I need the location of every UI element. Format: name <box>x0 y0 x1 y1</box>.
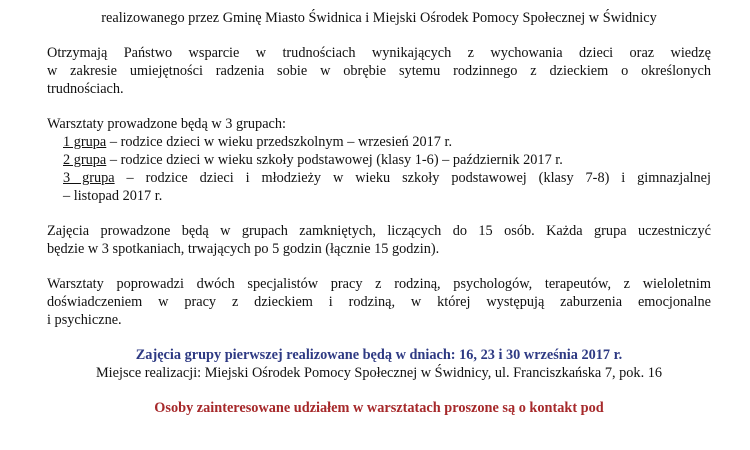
document-page <box>47 9 711 417</box>
spacer <box>47 27 711 44</box>
paragraph-line: Zajęcia prowadzone będą w grupach zamkniętych, liczących do 15 osób. Każda grupa uczestniczyć <box>47 223 711 239</box>
paragraph-line: Warsztaty poprowadzi dwóch specjalistów pracy z rodziną, psychologów, terapeutów, z wieloletnim <box>47 276 711 292</box>
paragraph-line: będzie w 3 spotkaniach, trwających po 5 godzin (łącznie 15 godzin). <box>47 241 440 257</box>
paragraph-line: Otrzymają Państwo wsparcie w trudnościach wynikających z wychowania dzieci oraz wiedzę <box>47 45 711 61</box>
groups-section <box>47 115 711 205</box>
paragraph-line: trudnościach. <box>47 81 124 97</box>
group-label: 2 grupa <box>63 152 107 168</box>
contact-line: Osoby zainteresowane udziałem w warsztatach proszone są o kontakt pod <box>154 400 604 416</box>
group-item-2 <box>47 151 711 169</box>
group-description: – rodzice dzieci w wieku szkoły podstawowej (klasy 1-6) – październik 2017 r. <box>106 152 563 168</box>
group-item-1 <box>47 133 711 151</box>
groups-heading: Warsztaty prowadzone będą w 3 grupach: <box>47 116 287 132</box>
location-line: Miejsce realizacji: Miejski Ośrodek Pomocy Społecznej w Świdnicy, ul. Franciszkańska 7, pok. 16 <box>95 365 663 381</box>
spacer <box>47 98 711 115</box>
paragraph-line: i psychiczne. <box>47 312 122 328</box>
paragraph-line: doświadczeniem w pracy z dzieckiem i rodziną, w której występują zaburzenia emocjonalne <box>47 294 711 310</box>
group-label: 3 grupa <box>63 170 115 186</box>
spacer <box>47 205 711 222</box>
spacer <box>47 258 711 275</box>
closed-groups-paragraph <box>47 222 711 258</box>
schedule-line: Zajęcia grupy pierwszej realizowane będą w dniach: 16, 23 i 30 września 2017 r. <box>135 347 623 363</box>
paragraph-line: w zakresie umiejętności radzenia sobie w obrębie sytemu rodzinnego z dzieckiem o określonych <box>47 63 711 79</box>
group-description: – rodzice dzieci i młodzieży w wieku szkoły podstawowej (klasy 7-8) i gimnazjalnej <box>114 170 711 186</box>
intro-line: realizowanego przez Gminę Miasto Świdnica i Miejski Ośrodek Pomocy Społecznej w Świdnicy <box>101 10 657 26</box>
spacer <box>47 382 711 399</box>
group-label: 1 grupa <box>63 134 107 150</box>
support-paragraph <box>47 44 711 98</box>
spacer <box>47 329 711 346</box>
group-item-3 <box>47 169 711 187</box>
group-description: – rodzice dzieci w wieku przedszkolnym – wrzesień 2017 r. <box>106 134 453 150</box>
specialists-paragraph <box>47 275 711 329</box>
group-item-3-continuation: – listopad 2017 r. <box>63 188 163 204</box>
